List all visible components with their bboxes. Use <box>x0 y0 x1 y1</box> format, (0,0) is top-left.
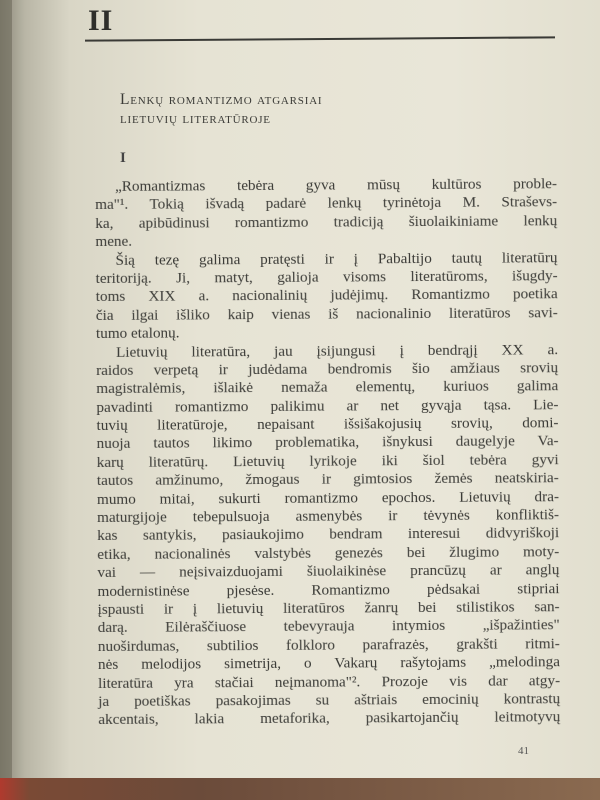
chapter-number: II <box>88 4 114 37</box>
text-line: akcentais, lakia metaforika, pasikartojančių leitmotyvų <box>98 708 561 729</box>
text-line: Lietuvių literatūra, jau įsijungusi į bendrąjį XX a. <box>116 340 559 361</box>
text-line: Šią tezę galima pratęsti ir į Pabaltijo tautų literatūrų <box>115 248 558 269</box>
text-line: „Romantizmas tebėra gyva mūsų kultūros proble- <box>114 175 558 195</box>
text-line: toms XIX a. nacionalinių judėjimų. Romantizmo poetika <box>95 285 558 306</box>
text-line: raidos verpetą ir judėdama bendromis šio amžiaus srovių <box>96 359 559 379</box>
text-line: ma"¹. Tokią išvadą padarė lenkų tyrinėtoja M. Straševs- <box>95 193 558 214</box>
text-line: literatūra yra stačiai neįmanoma"². Prozoje vis dar atgy- <box>98 671 561 692</box>
text-line: čia ilgai išliko kaip vienas iš nacionalinio literatūros savi- <box>95 303 558 324</box>
section-number: I <box>120 150 126 166</box>
text-line: ka, apibūdinusi romantizmo tradiciją šiuolaikiniame lenkų <box>95 211 558 232</box>
text-line: mumo mitai, sukurti romantizmo epochos. Lietuvių dra- <box>96 487 560 508</box>
text-line: etika, nacionalinės valstybės genezės bei žlugimo moty- <box>97 542 560 563</box>
text-line: mene. <box>95 232 133 251</box>
title-line: lietuvių literatūroje <box>120 110 271 127</box>
text-line: kas santykis, pasiaukojimo bendram interesui didvyriškoji <box>97 524 560 545</box>
text-line: vai — neįsivaizduojami šiuolaikinėse prancūzų ar anglų <box>97 561 560 582</box>
table-surface <box>0 778 600 800</box>
text-line: darą. Eilėraščiuose tebevyrauja intymios „išpažinties" <box>97 616 560 637</box>
title-line: Lenkų romantizmo atgarsiai <box>120 91 323 108</box>
text-line: nuoširdumas, subtilios folkloro parafrazės, grakšti ritmi- <box>97 634 560 655</box>
text-line: karų literatūrų. Lietuvių lyrikoje iki šiol tebėra gyvi <box>96 451 559 471</box>
body-text <box>95 175 560 730</box>
text-line: pavadinti romantizmo palikimu ar net gyvąja tąsa. Lie- <box>96 395 559 416</box>
text-line: modernistinėse pjesėse. Romantizmo pėdsakai stipriai <box>97 579 560 600</box>
text-line: tautos amžinumo, žmogaus ir gimtosios žemės neatskiria- <box>96 469 559 490</box>
book-spine-shadow <box>0 0 12 800</box>
article-title <box>120 90 322 128</box>
text-line: tumo etalonų. <box>95 324 180 343</box>
text-line: maturgijoje tebepulsuoja asmenybės ir tėvynės konfliktiš- <box>97 506 560 527</box>
text-line: įspausti ir į lietuvių literatūros žanrų bei stilistikos san- <box>97 598 560 618</box>
text-line: teritoriją. Ji, matyt, galioja visoms literatūroms, išugdy- <box>95 267 558 287</box>
text-line: nuoja tautos likimo problematika, išnykusi daugelyje Va- <box>96 432 559 453</box>
text-line: ja poetiškas pasakojimas su aštriais emocinių kontrastų <box>98 690 561 710</box>
page-number: 41 <box>518 745 529 757</box>
text-line: tuvių literatūroje, nepaisant išsišakojusių srovių, domi- <box>96 414 559 435</box>
header-rule <box>85 36 555 41</box>
text-line: magistralėmis, išlaikė nemaža elementų, kuriuos galima <box>96 377 559 398</box>
text-line: nės melodijos simetrija, o Vakarų rašytojams „melodinga <box>97 653 561 674</box>
